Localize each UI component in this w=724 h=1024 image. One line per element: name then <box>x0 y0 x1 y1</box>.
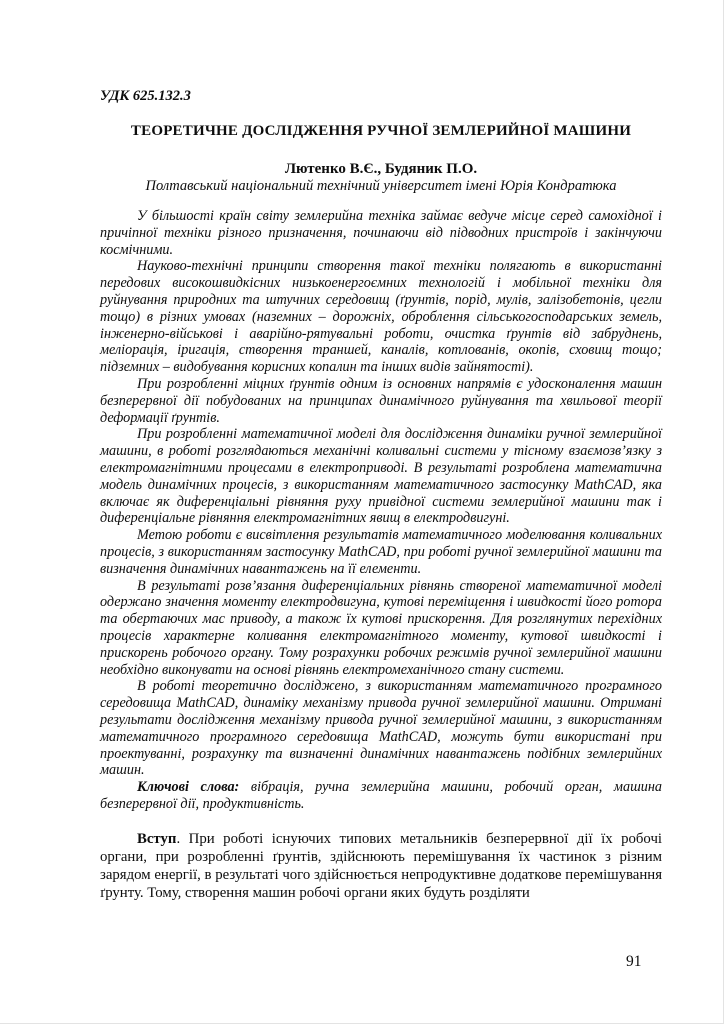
abstract-paragraph-2: Науково-технічні принципи створення такої техніки полягають в використанні передових високошвидкісних низькоенергоємних технологій і мобільної техніки для руйнування природних та штучних середовищ (ґрунтів, порід, мулів, залізобетонів, цегли тощо) в різних умовах (наземних – дорожніх, оброблення сільськогосподарських земель, інженерно-військові і аварійно-рятувальні роботи, очистка ґрунтів від забруднень, меліорація, іригація, створення траншей, каналів, котлованів, окопів, сховищ тощо; підземних – видобування корисних копалин та інших видів зайнятості). <box>100 258 662 376</box>
keywords-text: вібрація, ручна землерийна машини, робочий орган, машина безперервної дії, продуктивність. <box>100 779 662 812</box>
article-title: ТЕОРЕТИЧНЕ ДОСЛІДЖЕННЯ РУЧНОЇ ЗЕМЛЕРИЙНОЇ МАШИНИ <box>130 123 632 139</box>
abstract-paragraph-1: У більшості країн світу землерийна техніка займає ведуче місце серед самохідної і причіпної техніки різного призначення, починаючи від підводних пристроїв і закінчуючи космічними. <box>100 208 662 258</box>
affiliation-line: Полтавський національний технічний університет імені Юрія Кондратюка <box>145 178 617 194</box>
intro-paragraph <box>100 830 662 903</box>
abstract-section <box>100 208 662 813</box>
intro-heading: Вступ <box>137 830 177 847</box>
abstract-paragraph-5: Метою роботи є висвітлення результатів математичного моделювання коливальних процесів, з використанням застосунку MathCAD, при роботі ручної землерийної машини та визначення динамічних навантажень на її елементи. <box>100 527 662 577</box>
abstract-paragraph-7: В роботі теоретично досліджено, з використанням математичного програмного середовища MathCAD, динаміку механізму привода ручної землерийної машини. Отримані результати дослідження механізму привода ручної землерийної машини, з використанням математичного програмного середовища MathCAD, можуть бути використані при проектуванні, розрахунку та визначенні динамічних навантажень подібних землерийних машин. <box>100 678 662 779</box>
keywords-label: Ключові слова: <box>137 779 240 796</box>
abstract-paragraph-3: При розробленні міцних ґрунтів одним із основних напрямів є удосконалення машин безперервної дії побудованих на принципах динамічного руйнування та хвильової теорії деформації ґрунтів. <box>100 375 662 426</box>
authors-line: Лютенко В.Є., Будяник П.О. <box>284 161 478 177</box>
page-content <box>100 88 662 903</box>
page-number: 91 <box>626 953 642 970</box>
abstract-paragraph-6: В результаті розв’язання диференціальних рівнянь створеної математичної моделі одержано значення моменту електродвигуна, кутові переміщення і швидкості його ротора та обертаючих мас приводу, а також їх кутові прискорення. Для розглянутих перехідних процесів характерне коливання електромагнітного моменту, кутової швидкості і прискорень робочого органу. Тому розрахунки робочих режимів ручної землерийної машини необхідно виконувати на основі рівнянь електромеханічного стану системи. <box>100 577 662 678</box>
intro-text: . При роботі існуючих типових метальників безперервної дії їх робочі органи, при розробленні ґрунтів, здійснюють перемішування їх частинок з різним зарядом енергії, в результаті чого здійснюється непродуктивне додаткове перемішування ґрунту. Тому, створення машин робочі органи яких будуть розділяти <box>100 830 662 902</box>
udc-number: УДК 625.132.3 <box>100 88 191 104</box>
keywords-line <box>100 779 662 813</box>
abstract-paragraph-4: При розробленні математичної моделі для дослідження динаміки ручної землерийної машини, в роботі розглядаються механічні коливальні системи у тісному взаємозв’язку з електромагнітними процесами в електроприводі. В результаті розроблена математична модель динамічних процесів, з використанням математичного застосунку MathCAD, яка включає як диференціальні рівняння руху привідної системи землерийної машини так і диференціальне рівняння електромагнітних явищ в електродвигуні. <box>100 426 662 527</box>
